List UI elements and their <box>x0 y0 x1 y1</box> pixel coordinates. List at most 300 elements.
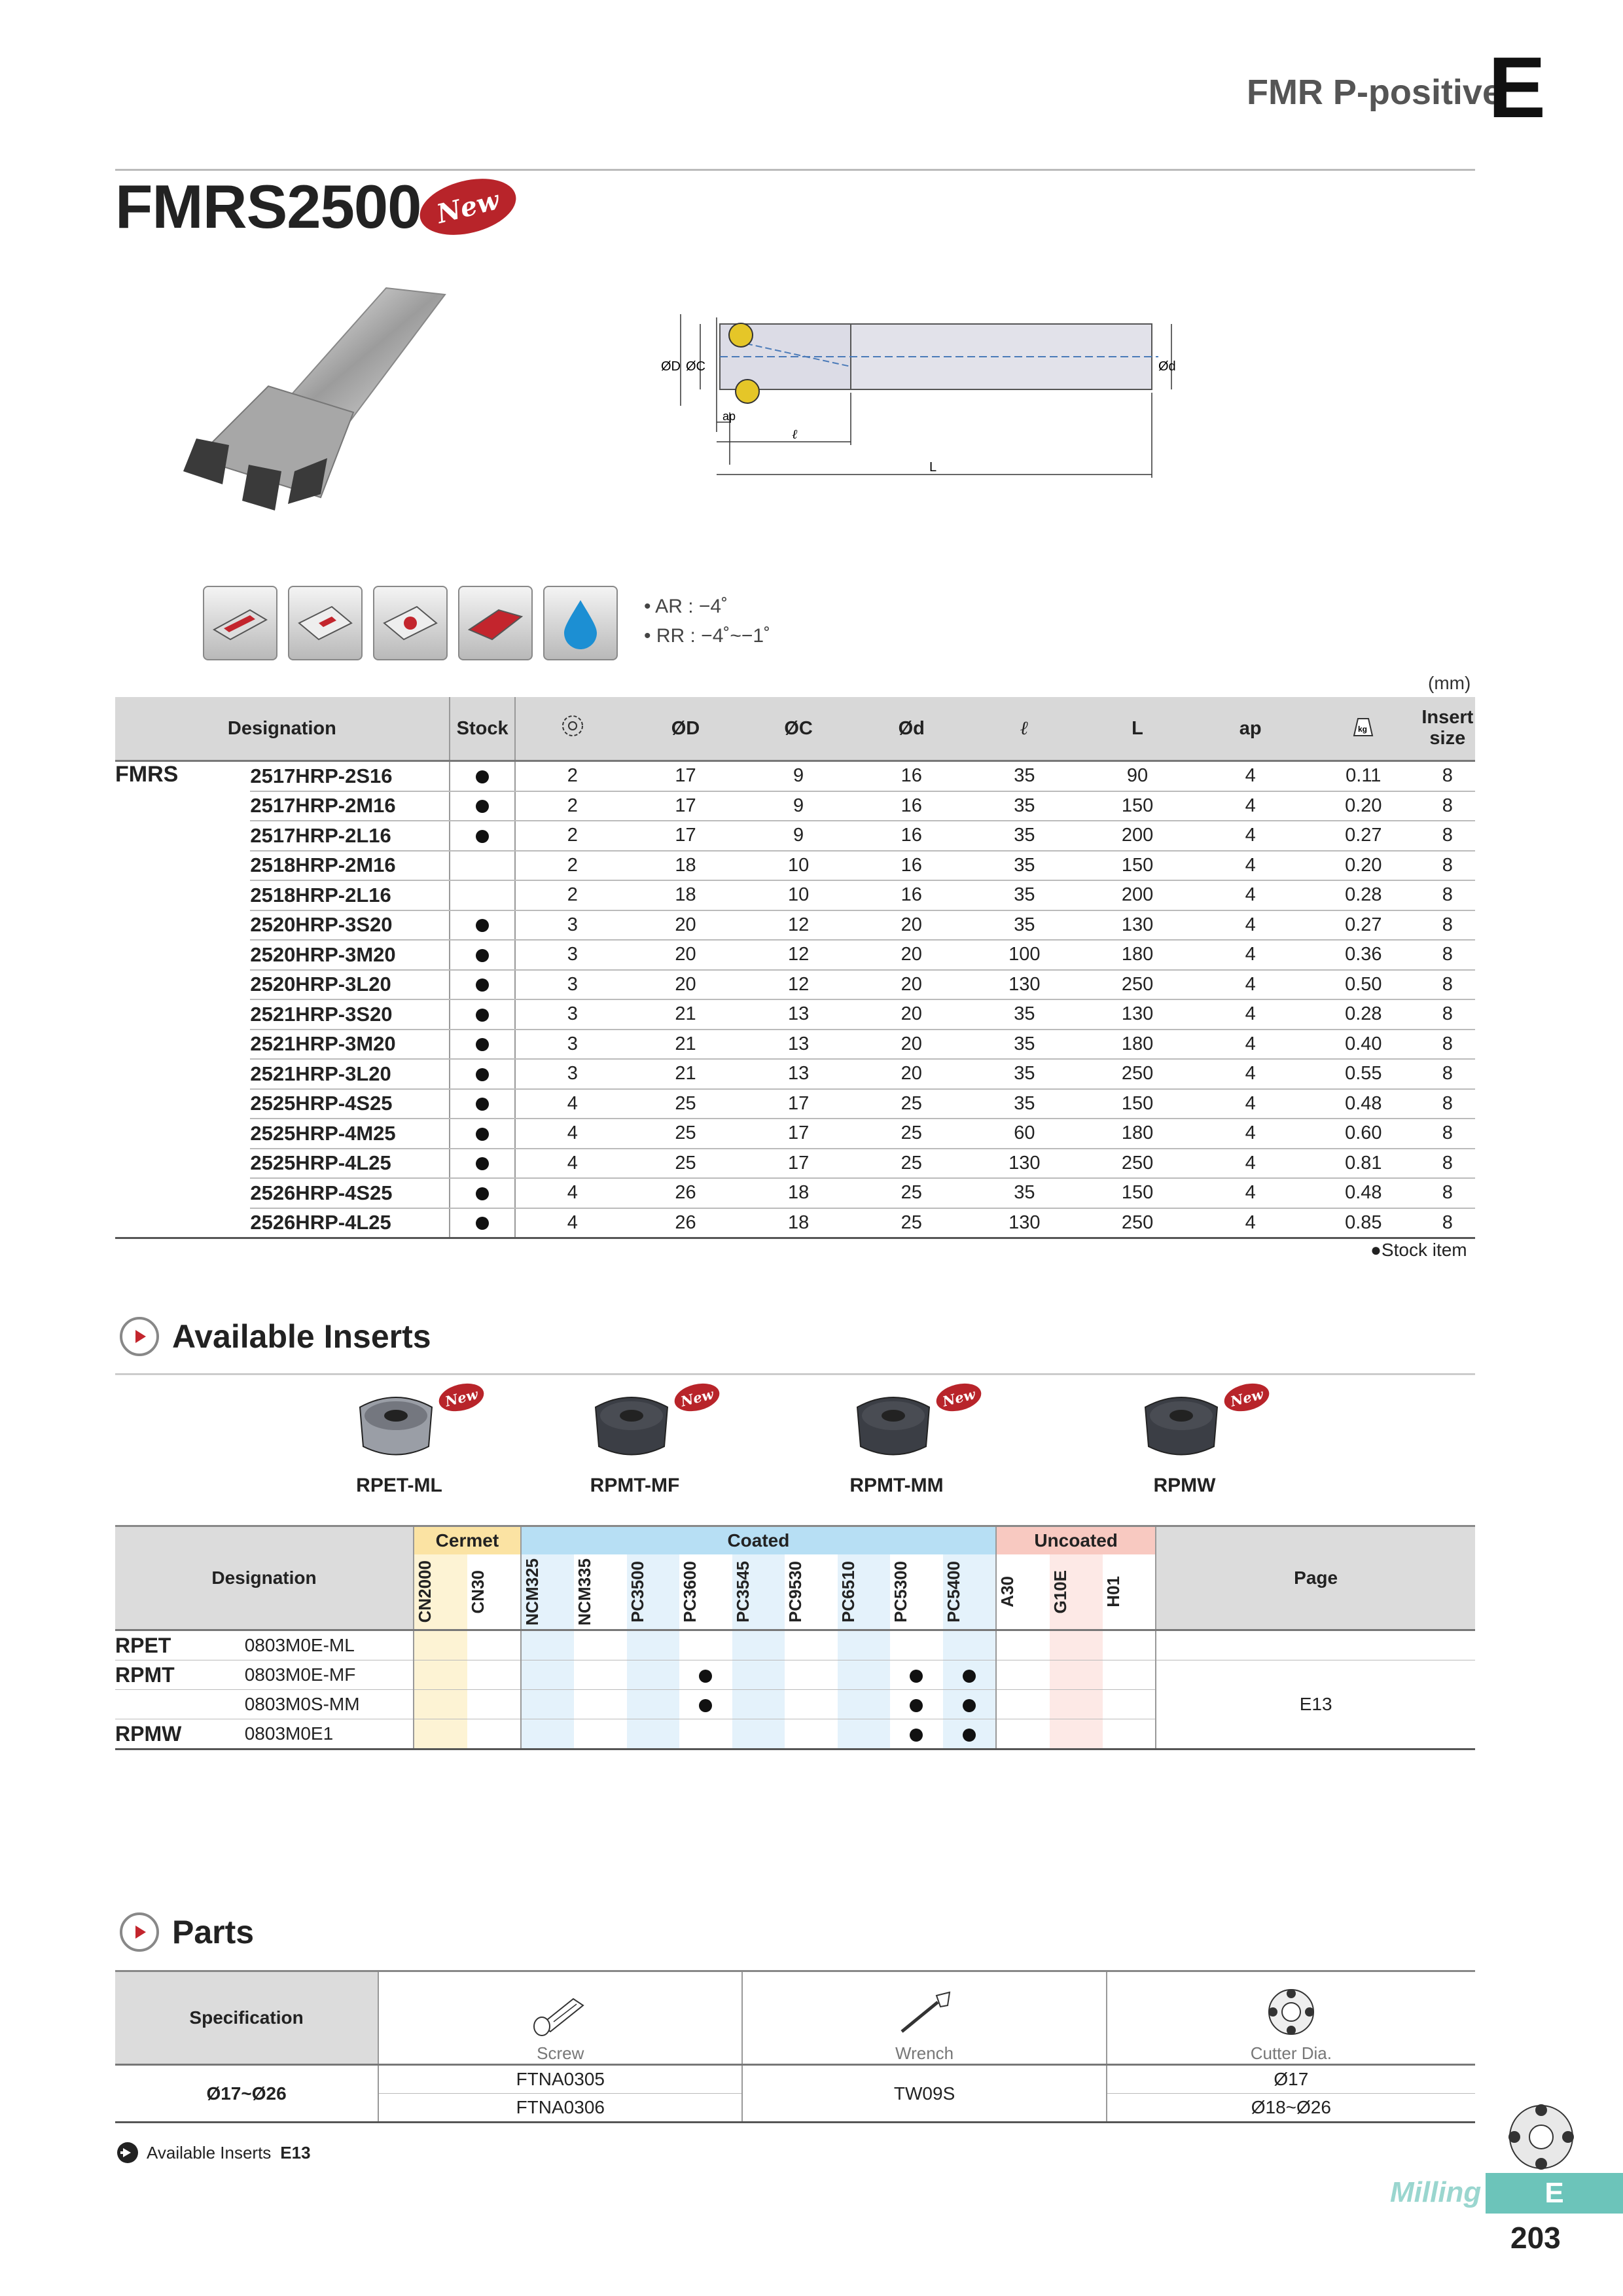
stock-dot-icon <box>476 1217 489 1230</box>
spec-cell-d: 20 <box>855 940 968 970</box>
grade-cell <box>785 1690 837 1719</box>
spec-cell-z: 4 <box>515 1149 629 1179</box>
section-title: FMR P-positive <box>1246 73 1502 112</box>
spec-cell-size: 8 <box>1420 1178 1475 1208</box>
grade-cell <box>414 1690 467 1719</box>
spec-cell-l: 35 <box>968 910 1081 941</box>
spec-cell-D: 25 <box>629 1149 742 1179</box>
availability-dot-icon <box>910 1670 923 1683</box>
group-uncoated: Uncoated <box>996 1526 1156 1555</box>
insert-item[interactable] <box>1132 1384 1265 1497</box>
available-inserts-heading: Available Inserts <box>120 1317 431 1356</box>
spec-cell-d: 25 <box>855 1089 968 1119</box>
spec-cell-L: 250 <box>1081 1208 1194 1238</box>
grade-pc9530: PC9530 <box>785 1554 837 1630</box>
spec-cell-l: 35 <box>968 821 1081 851</box>
spec-cell-size: 8 <box>1420 791 1475 821</box>
spec-cell-D: 18 <box>629 851 742 881</box>
grade-cell <box>574 1719 626 1749</box>
grade-g10e: G10E <box>1050 1554 1103 1630</box>
spec-cell-C: 9 <box>742 761 855 791</box>
category-label: Milling <box>1390 2176 1482 2208</box>
spec-header-row <box>115 697 1475 761</box>
group-coated: Coated <box>521 1526 996 1555</box>
spec-cell-L: 90 <box>1081 761 1194 791</box>
stock-dot-icon <box>476 1128 489 1141</box>
stock-cell <box>450 1208 516 1238</box>
spec-cell-l: 35 <box>968 1059 1081 1089</box>
spec-table-body <box>115 761 1475 1238</box>
spec-cell-ap: 4 <box>1194 851 1307 881</box>
grade-cell <box>943 1719 996 1749</box>
spec-cell-D: 26 <box>629 1178 742 1208</box>
spec-cell-size: 8 <box>1420 1119 1475 1149</box>
spec-cell-D: 20 <box>629 970 742 1000</box>
spec-cell-z: 3 <box>515 970 629 1000</box>
stock-cell <box>450 1149 516 1179</box>
spec-row <box>115 1030 1475 1060</box>
designation-code: 2520HRP-3L20 <box>250 970 449 1000</box>
spec-cell-C: 18 <box>742 1208 855 1238</box>
stock-cell <box>450 821 516 851</box>
grade-cell <box>732 1630 785 1660</box>
grade-table-head <box>115 1526 1475 1630</box>
insert-icon <box>844 1384 942 1466</box>
spec-cell-d: 16 <box>855 880 968 910</box>
col-length-L: L <box>1081 697 1194 761</box>
parts-screw-1: FTNA0305 <box>378 2065 742 2094</box>
teeth-count-icon <box>560 713 586 739</box>
parts-heading: Parts <box>120 1912 254 1952</box>
spec-cell-C: 9 <box>742 791 855 821</box>
axial-rake-angle: • AR : −4˚ <box>644 596 728 617</box>
grade-cell <box>414 1630 467 1660</box>
grade-pc3500: PC3500 <box>627 1554 679 1630</box>
grade-cell <box>732 1719 785 1749</box>
designation-code: 2521HRP-3L20 <box>250 1059 449 1089</box>
insert-icon <box>1132 1384 1230 1466</box>
cutter-thumbnail <box>1505 2101 1577 2173</box>
stock-cell <box>450 791 516 821</box>
spec-cell-C: 17 <box>742 1149 855 1179</box>
designation-code: 2520HRP-3M20 <box>250 940 449 970</box>
insert-item[interactable] <box>347 1384 480 1497</box>
spec-cell-l: 35 <box>968 999 1081 1030</box>
family-label: FMRS <box>115 761 250 1238</box>
spec-cell-ap: 4 <box>1194 1059 1307 1089</box>
col-diameter-C: ØC <box>742 697 855 761</box>
spec-cell-z: 3 <box>515 999 629 1030</box>
dim-label-l: ℓ <box>792 427 798 442</box>
spec-cell-l: 35 <box>968 1030 1081 1060</box>
spec-cell-ap: 4 <box>1194 791 1307 821</box>
play-icon <box>120 1317 159 1356</box>
grade-cell <box>467 1630 521 1660</box>
spec-row <box>115 791 1475 821</box>
availability-dot-icon <box>910 1729 923 1742</box>
spec-cell-d: 16 <box>855 851 968 881</box>
spec-cell-z: 2 <box>515 791 629 821</box>
grade-cell <box>521 1719 574 1749</box>
stock-dot-icon <box>476 770 489 783</box>
col-ap: ap <box>1194 697 1307 761</box>
spec-cell-z: 3 <box>515 1059 629 1089</box>
grade-page-header: Page <box>1156 1526 1475 1630</box>
designation-code: 2517HRP-2M16 <box>250 791 449 821</box>
spec-cell-kg: 0.11 <box>1307 761 1420 791</box>
spec-row <box>115 910 1475 941</box>
grade-cell <box>574 1630 626 1660</box>
spec-cell-size: 8 <box>1420 910 1475 941</box>
spec-cell-l: 130 <box>968 1149 1081 1179</box>
designation-code: 2521HRP-3M20 <box>250 1030 449 1060</box>
spec-cell-kg: 0.50 <box>1307 970 1420 1000</box>
spec-cell-C: 10 <box>742 880 855 910</box>
grade-cell <box>996 1719 1050 1749</box>
spec-cell-kg: 0.55 <box>1307 1059 1420 1089</box>
grade-cn30: CN30 <box>467 1554 521 1630</box>
grade-cell <box>1103 1690 1156 1719</box>
parts-wrench-value: TW09S <box>742 2065 1106 2123</box>
grade-code: 0803M0S-MM <box>244 1694 360 1714</box>
grade-designation-header: Designation <box>115 1526 414 1630</box>
grade-cell <box>679 1660 732 1690</box>
drilling-icon <box>373 586 448 660</box>
spec-cell-L: 250 <box>1081 970 1194 1000</box>
stock-dot-icon <box>476 949 489 962</box>
grade-cell <box>574 1660 626 1690</box>
spec-row <box>115 999 1475 1030</box>
designation-code: 2517HRP-2S16 <box>250 761 449 791</box>
spec-cell-kg: 0.28 <box>1307 999 1420 1030</box>
stock-dot-icon <box>476 1157 489 1170</box>
grade-cell <box>838 1719 890 1749</box>
spec-cell-d: 20 <box>855 970 968 1000</box>
spec-cell-size: 8 <box>1420 970 1475 1000</box>
designation-code: 2518HRP-2M16 <box>250 851 449 881</box>
spec-cell-C: 18 <box>742 1178 855 1208</box>
grade-pc3600: PC3600 <box>679 1554 732 1630</box>
spec-cell-z: 4 <box>515 1208 629 1238</box>
grade-page-ref[interactable]: E13 <box>1156 1660 1475 1749</box>
spec-cell-size: 8 <box>1420 1059 1475 1089</box>
grade-cell <box>1103 1660 1156 1690</box>
designation-code: 2525HRP-4L25 <box>250 1149 449 1179</box>
grade-cell <box>414 1660 467 1690</box>
spec-cell-L: 200 <box>1081 880 1194 910</box>
spec-row <box>115 1208 1475 1238</box>
section-tab[interactable]: E <box>1486 2173 1623 2214</box>
stock-cell <box>450 880 516 910</box>
spec-cell-l: 35 <box>968 851 1081 881</box>
spec-cell-kg: 0.85 <box>1307 1208 1420 1238</box>
spec-cell-size: 8 <box>1420 1030 1475 1060</box>
availability-dot-icon <box>963 1729 976 1742</box>
designation-code: 2525HRP-4M25 <box>250 1119 449 1149</box>
spec-cell-z: 4 <box>515 1178 629 1208</box>
spec-cell-L: 250 <box>1081 1149 1194 1179</box>
grade-cell <box>1050 1630 1103 1660</box>
unit-label: (mm) <box>1428 673 1471 693</box>
spec-cell-ap: 4 <box>1194 910 1307 941</box>
spec-cell-d: 20 <box>855 999 968 1030</box>
grade-table <box>115 1525 1475 1750</box>
new-badge: New <box>1221 1379 1272 1416</box>
availability-dot-icon <box>910 1699 923 1712</box>
grade-cell <box>838 1630 890 1660</box>
new-badge: New <box>671 1379 722 1416</box>
grade-h01: H01 <box>1103 1554 1156 1630</box>
spec-row <box>115 1119 1475 1149</box>
spec-cell-L: 150 <box>1081 1178 1194 1208</box>
spec-cell-ap: 4 <box>1194 940 1307 970</box>
spec-cell-l: 130 <box>968 1208 1081 1238</box>
grade-cell <box>467 1719 521 1749</box>
designation-code: 2517HRP-2L16 <box>250 821 449 851</box>
dim-label-D: ØD <box>661 359 681 374</box>
grade-family: RPET <box>115 1633 171 1657</box>
insert-label: RPMT-MF <box>590 1475 680 1496</box>
insert-label: RPMW <box>1153 1475 1216 1496</box>
spec-cell-D: 25 <box>629 1089 742 1119</box>
spec-cell-z: 2 <box>515 880 629 910</box>
wrench-icon <box>892 1986 957 2038</box>
spec-row <box>115 1178 1475 1208</box>
spec-cell-C: 10 <box>742 851 855 881</box>
dim-label-C: ØC <box>686 359 705 374</box>
grade-pc6510: PC6510 <box>838 1554 890 1630</box>
spec-cell-ap: 4 <box>1194 1208 1307 1238</box>
insert-item[interactable] <box>582 1384 715 1497</box>
ramping-icon <box>458 586 533 660</box>
grade-cell <box>943 1660 996 1690</box>
grade-cell <box>838 1690 890 1719</box>
col-diameter-d: Ød <box>855 697 968 761</box>
new-badge: New <box>933 1379 984 1416</box>
grade-ncm335: NCM335 <box>574 1554 626 1630</box>
spec-cell-C: 17 <box>742 1119 855 1149</box>
spec-cell-L: 130 <box>1081 910 1194 941</box>
spec-cell-z: 2 <box>515 821 629 851</box>
designation-code: 2526HRP-4S25 <box>250 1178 449 1208</box>
spec-cell-l: 35 <box>968 1178 1081 1208</box>
spec-cell-size: 8 <box>1420 999 1475 1030</box>
stock-dot-icon <box>476 830 489 843</box>
new-badge: New <box>436 1379 487 1416</box>
grade-pc5300: PC5300 <box>890 1554 942 1630</box>
spec-cell-d: 16 <box>855 761 968 791</box>
spec-cell-z: 3 <box>515 1030 629 1060</box>
spec-cell-L: 180 <box>1081 1119 1194 1149</box>
spec-row <box>115 940 1475 970</box>
spec-cell-L: 130 <box>1081 999 1194 1030</box>
grade-cell <box>996 1660 1050 1690</box>
designation-code: 2520HRP-3S20 <box>250 910 449 941</box>
grade-cell <box>467 1690 521 1719</box>
grade-cell <box>1103 1630 1156 1660</box>
screw-icon <box>527 1986 593 2038</box>
spec-cell-ap: 4 <box>1194 1178 1307 1208</box>
stock-cell <box>450 999 516 1030</box>
spec-cell-kg: 0.81 <box>1307 1149 1420 1179</box>
grade-cell <box>996 1690 1050 1719</box>
grade-ncm325: NCM325 <box>521 1554 574 1630</box>
grade-cell <box>627 1630 679 1660</box>
spec-cell-d: 25 <box>855 1149 968 1179</box>
spec-cell-C: 12 <box>742 970 855 1000</box>
insert-item[interactable] <box>844 1384 977 1497</box>
spec-cell-d: 25 <box>855 1208 968 1238</box>
grade-family <box>115 1690 245 1719</box>
spec-cell-C: 17 <box>742 1089 855 1119</box>
spec-cell-d: 16 <box>855 821 968 851</box>
spec-cell-l: 35 <box>968 791 1081 821</box>
page-number: 203 <box>1510 2221 1561 2255</box>
stock-cell <box>450 1119 516 1149</box>
designation-code: 2525HRP-4S25 <box>250 1089 449 1119</box>
stock-dot-icon <box>476 1098 489 1111</box>
grade-cell <box>890 1690 942 1719</box>
spec-cell-l: 130 <box>968 970 1081 1000</box>
spec-cell-D: 26 <box>629 1208 742 1238</box>
radial-rake-angle: • RR : −4˚~−1˚ <box>644 625 771 647</box>
stock-cell <box>450 1030 516 1060</box>
spec-cell-C: 9 <box>742 821 855 851</box>
spec-cell-ap: 4 <box>1194 1089 1307 1119</box>
parts-screw-header: Screw <box>378 1971 742 2065</box>
spec-row <box>115 880 1475 910</box>
new-badge: New <box>414 170 522 244</box>
availability-dot-icon <box>699 1670 712 1683</box>
spec-row <box>115 761 1475 791</box>
spec-cell-ap: 4 <box>1194 1030 1307 1060</box>
spec-cell-d: 25 <box>855 1178 968 1208</box>
grade-pc3545: PC3545 <box>732 1554 785 1630</box>
stock-cell <box>450 1059 516 1089</box>
spec-cell-C: 13 <box>742 1059 855 1089</box>
stock-dot-icon <box>476 1009 489 1022</box>
spec-cell-C: 12 <box>742 910 855 941</box>
grade-cell <box>679 1630 732 1660</box>
parts-header-row <box>115 1971 1475 2065</box>
spec-cell-D: 17 <box>629 791 742 821</box>
spec-cell-d: 20 <box>855 1059 968 1089</box>
coolant-icon <box>543 586 618 660</box>
spec-cell-size: 8 <box>1420 851 1475 881</box>
grade-row <box>115 1630 1475 1660</box>
dim-label-L: L <box>929 460 937 475</box>
stock-dot-icon <box>476 1038 489 1051</box>
stock-cell <box>450 851 516 881</box>
spec-row <box>115 851 1475 881</box>
spec-cell-L: 180 <box>1081 940 1194 970</box>
grade-cell <box>521 1660 574 1690</box>
spec-cell-kg: 0.60 <box>1307 1119 1420 1149</box>
spec-cell-size: 8 <box>1420 821 1475 851</box>
grade-cell <box>943 1630 996 1660</box>
spec-cell-D: 20 <box>629 940 742 970</box>
spec-cell-L: 250 <box>1081 1059 1194 1089</box>
grade-cell <box>467 1660 521 1690</box>
spec-cell-kg: 0.27 <box>1307 910 1420 941</box>
spec-cell-ap: 4 <box>1194 880 1307 910</box>
insert-icon <box>347 1384 445 1466</box>
header-rule <box>115 169 1475 171</box>
col-teeth <box>515 697 629 761</box>
spec-cell-D: 20 <box>629 910 742 941</box>
stock-cell <box>450 970 516 1000</box>
spec-cell-D: 21 <box>629 1030 742 1060</box>
grade-family: RPMT <box>115 1662 175 1687</box>
spec-cell-d: 25 <box>855 1119 968 1149</box>
play-icon <box>120 1912 159 1952</box>
stock-cell <box>450 761 516 791</box>
parts-wrench-header: Wrench <box>742 1971 1106 2065</box>
col-diameter-D: ØD <box>629 697 742 761</box>
grade-cell <box>414 1719 467 1749</box>
stock-dot-icon <box>476 1187 489 1200</box>
grade-cell <box>521 1630 574 1660</box>
designation-code: 2521HRP-3S20 <box>250 999 449 1030</box>
parts-screw-2: FTNA0306 <box>378 2094 742 2123</box>
grade-cell <box>890 1630 942 1660</box>
weight-icon <box>1349 713 1378 738</box>
grade-cn2000: CN2000 <box>414 1554 467 1630</box>
col-designation: Designation <box>115 697 450 761</box>
grade-cell <box>838 1660 890 1690</box>
spec-cell-kg: 0.27 <box>1307 821 1420 851</box>
grade-cell <box>785 1630 837 1660</box>
grade-cell <box>521 1690 574 1719</box>
grade-cell <box>627 1690 679 1719</box>
spec-cell-D: 21 <box>629 999 742 1030</box>
spec-row <box>115 1059 1475 1089</box>
spec-cell-kg: 0.20 <box>1307 791 1420 821</box>
spec-cell-kg: 0.40 <box>1307 1030 1420 1060</box>
spec-cell-size: 8 <box>1420 1149 1475 1179</box>
spec-cell-size: 8 <box>1420 761 1475 791</box>
grade-group-row <box>115 1526 1475 1555</box>
spec-cell-l: 35 <box>968 761 1081 791</box>
spec-cell-L: 150 <box>1081 851 1194 881</box>
parts-cutter-2: Ø18~Ø26 <box>1107 2094 1475 2123</box>
grade-cell <box>943 1690 996 1719</box>
spec-cell-l: 35 <box>968 1089 1081 1119</box>
parts-row <box>115 2065 1475 2094</box>
grade-cell <box>1103 1719 1156 1749</box>
spec-cell-d: 20 <box>855 1030 968 1060</box>
grade-cell <box>1050 1690 1103 1719</box>
spec-cell-C: 12 <box>742 940 855 970</box>
footer-reference[interactable]: Available Inserts E13 <box>115 2140 311 2165</box>
availability-dot-icon <box>963 1699 976 1712</box>
spec-cell-d: 16 <box>855 791 968 821</box>
grade-cell <box>732 1660 785 1690</box>
product-title: FMRS2500 <box>115 172 421 241</box>
stock-dot-icon <box>476 978 489 992</box>
grade-table-body <box>115 1630 1475 1749</box>
spec-cell-z: 3 <box>515 910 629 941</box>
stock-dot-icon <box>476 800 489 813</box>
spec-row <box>115 821 1475 851</box>
grade-cell <box>627 1660 679 1690</box>
col-stock: Stock <box>450 697 516 761</box>
dim-label-d: Ød <box>1158 359 1176 374</box>
spec-cell-L: 150 <box>1081 1089 1194 1119</box>
spec-cell-L: 180 <box>1081 1030 1194 1060</box>
stock-note: ●Stock item <box>1370 1240 1467 1260</box>
spec-cell-ap: 4 <box>1194 761 1307 791</box>
